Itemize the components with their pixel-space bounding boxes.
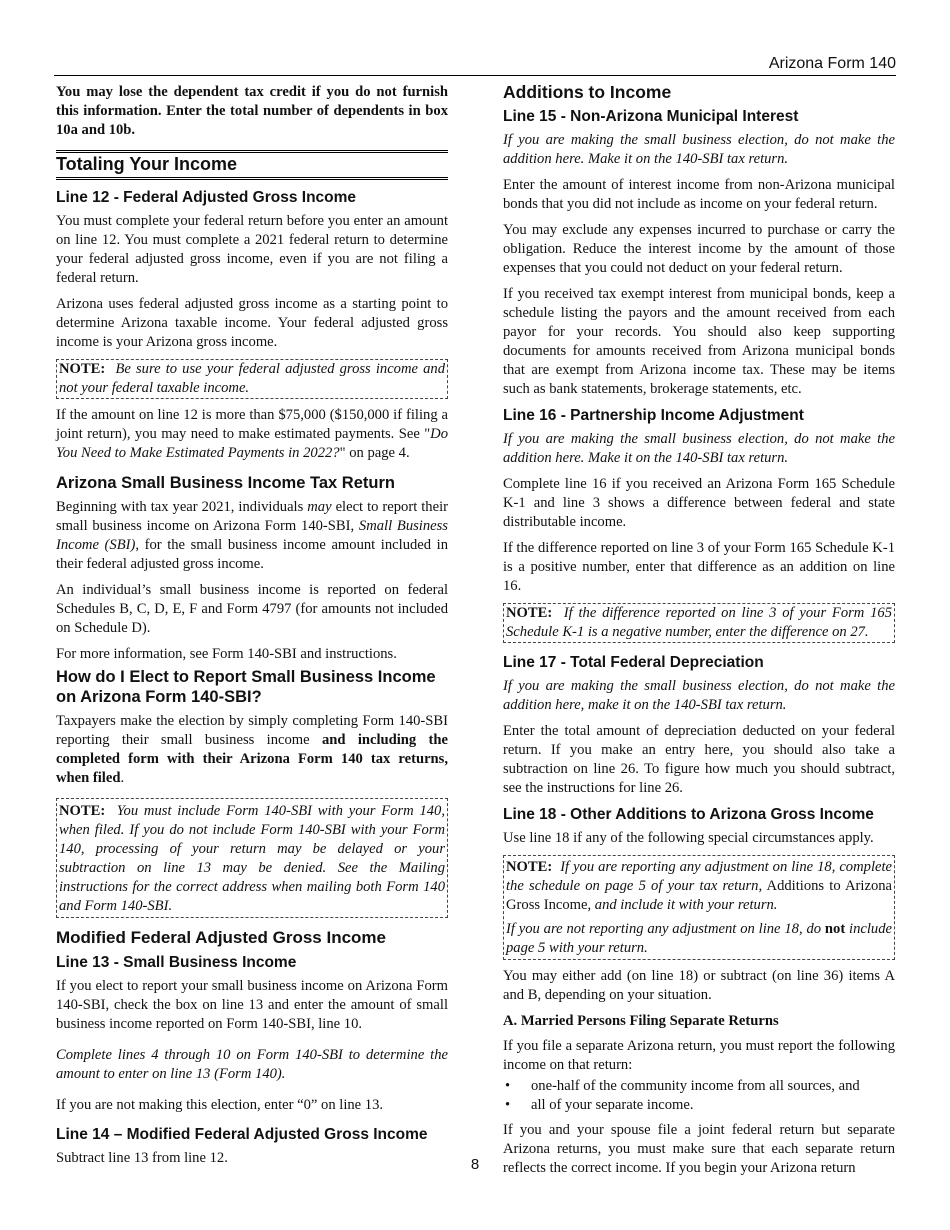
line13-heading: Line 13 - Small Business Income xyxy=(56,954,297,971)
sbi-paragraph-2: An individual’s small business income is reported on federal Schedules B, C, D, E, F and Form 4797 (for amounts not included on Schedule D). xyxy=(56,582,448,636)
line16-italic-note: If you are making the small business election, do not make the addition here. Make it on the 140-SBI tax return. xyxy=(503,431,895,466)
totaling-income-heading: Totaling Your Income xyxy=(56,150,448,180)
note-agi xyxy=(56,359,448,399)
dependents-intro: You may lose the dependent tax credit if you do not furnish this information. Enter the total number of dependents in box 10a and 10b. xyxy=(56,84,448,138)
line13-paragraph-1: If you elect to report your small business income on Arizona Form 140-SBI, check the box on line 13 and enter the amount of small business income reported on Form 140-SBI, line 10. xyxy=(56,978,448,1032)
elect-paragraph: Taxpayers make the election by simply completing Form 140-SBI reporting their small business income and including the completed form with their Arizona Form 140 tax returns, when filed. xyxy=(56,713,449,786)
note-line18-schedule: NOTE: If you are reporting any adjustment on line 18, complete the schedule on page 5 of your tax return, Additions to Arizona Gross Income, and include it with your return. If you are not reporting any adjustment on line 18, do not include page 5 with your return. xyxy=(503,855,895,960)
line13-paragraph-2: Complete lines 4 through 10 on Form 140-SBI to determine the amount to enter on line 13 (Form 140). xyxy=(56,1047,448,1082)
line16-paragraph-1: Complete line 16 if you received an Arizona Form 165 Schedule K-1 and line 3 shows a difference between federal and state distributable income. xyxy=(503,476,895,530)
note-label: NOTE: xyxy=(506,859,553,875)
note-negative-difference xyxy=(503,603,895,643)
note-text: You must include Form 140-SBI with your Form 140, when filed. If you do not include Form 140-SBI with your Form 140, processing of your return may be delayed or your subtraction on line 13 may be denied. See the Mailing instructions for the correct address when mailing both Form 140 and Form 140-SBI. xyxy=(59,803,445,914)
line15-paragraph-3: If you received tax exempt interest from municipal bonds, keep a schedule listing the payors and the amount received from each payor for your records. You should also keep supporting documents for amounts received from Arizona municipal bonds that are exempt from Arizona income tax. These may be items such as bank statements, brokerage statements, etc. xyxy=(503,286,895,397)
line17-paragraph: Enter the total amount of depreciation deducted on your federal return. If you make an entry here, you should also take a subtraction on line 26. To figure how much you should subtract, see the instructions for line 26. xyxy=(503,723,895,796)
line13-paragraph-3: If you are not making this election, enter “0” on line 13. xyxy=(56,1097,384,1113)
bullet-item: • one-half of the community income from all sources, and xyxy=(503,1077,895,1096)
additions-heading: Additions to Income xyxy=(503,82,672,102)
line15-paragraph-2: You may exclude any expenses incurred to purchase or carry the obligation. Reduce the interest income by the amount of those expenses that you could not deduct on your federal return. xyxy=(503,222,895,276)
line12-paragraph-2: Arizona uses federal adjusted gross income as a starting point to determine Arizona taxable income. Your federal adjusted gross income is your Arizona gross income. xyxy=(56,296,448,350)
line16-heading: Line 16 - Partnership Income Adjustment xyxy=(503,407,804,424)
form-title: Arizona Form 140 xyxy=(768,55,896,72)
note-label: NOTE: xyxy=(59,803,106,819)
note-label: NOTE: xyxy=(59,361,106,377)
line17-italic-note: If you are making the small business election, do not make the addition here, make it on the 140-SBI tax return. xyxy=(503,678,895,713)
married-paragraph-2: If you and your spouse file a joint federal return but separate Arizona returns, you must make sure that each separate return reflects the correct income. If you begin your Arizona return xyxy=(503,1122,895,1176)
note-sbi-include xyxy=(56,798,448,918)
bullet-item: • all of your separate income. xyxy=(503,1096,895,1115)
right-column xyxy=(503,80,895,1185)
married-paragraph-1: If you file a separate Arizona return, you must report the following income on that return: xyxy=(503,1038,895,1073)
line12-paragraph-1: You must complete your federal return before you enter an amount on line 12. You must complete a 2021 federal return to determine your federal adjusted gross income, even if you are not filing a federal return. xyxy=(56,213,448,286)
income-bullet-list xyxy=(503,1077,895,1115)
married-separate-heading: A. Married Persons Filing Separate Returns xyxy=(503,1013,779,1029)
line18-paragraph-1: Use line 18 if any of the following special circumstances apply. xyxy=(503,830,874,846)
sbi-paragraph-1: Beginning with tax year 2021, individuals may elect to report their small business income on Arizona Form 140-SBI, Small Business Income (SBI), for the small business income amount included in their federal adjusted gross income. xyxy=(56,499,449,572)
note-label: NOTE: xyxy=(506,605,553,621)
left-column xyxy=(56,80,448,1175)
line15-italic-note: If you are making the small business election, do not make the addition here. Make it on the 140-SBI tax return. xyxy=(503,132,895,167)
estimated-payments-paragraph: If the amount on line 12 is more than $75,000 ($150,000 if filing a joint return), you may need to make estimated payments. See "Do You Need to Make Estimated Payments in 2022?" on page 4. xyxy=(56,407,448,461)
line15-paragraph-1: Enter the amount of interest income from non-Arizona municipal bonds that you did not include as income on your federal return. xyxy=(503,177,895,212)
modified-agi-heading: Modified Federal Adjusted Gross Income xyxy=(56,928,386,947)
line16-paragraph-2: If the difference reported on line 3 of your Form 165 Schedule K-1 is a positive number, enter that difference as an addition on line 16. xyxy=(503,540,895,594)
line14-paragraph: Subtract line 13 from line 12. xyxy=(56,1150,228,1166)
sbi-heading: Arizona Small Business Income Tax Return xyxy=(56,474,395,492)
note-text: Be sure to use your federal adjusted gross income and not your federal taxable income. xyxy=(59,361,446,396)
line14-heading: Line 14 – Modified Federal Adjusted Gross Income xyxy=(56,1126,428,1143)
line17-heading: Line 17 - Total Federal Depreciation xyxy=(503,654,764,671)
page-number: 8 xyxy=(470,1156,480,1173)
line18-paragraph-2: You may either add (on line 18) or subtract (on line 36) items A and B, depending on your situation. xyxy=(503,968,895,1003)
sbi-paragraph-3: For more information, see Form 140-SBI and instructions. xyxy=(56,646,397,662)
note-text: If the difference reported on line 3 of your Form 165 Schedule K-1 is a negative number, enter the difference on 27. xyxy=(506,605,893,640)
elect-heading: How do I Elect to Report Small Business Income on Arizona Form 140-SBI? xyxy=(56,668,436,706)
line12-heading: Line 12 - Federal Adjusted Gross Income xyxy=(56,189,357,206)
header-rule xyxy=(54,75,896,76)
line15-heading: Line 15 - Non-Arizona Municipal Interest xyxy=(503,108,799,125)
line18-heading: Line 18 - Other Additions to Arizona Gross Income xyxy=(503,806,874,823)
